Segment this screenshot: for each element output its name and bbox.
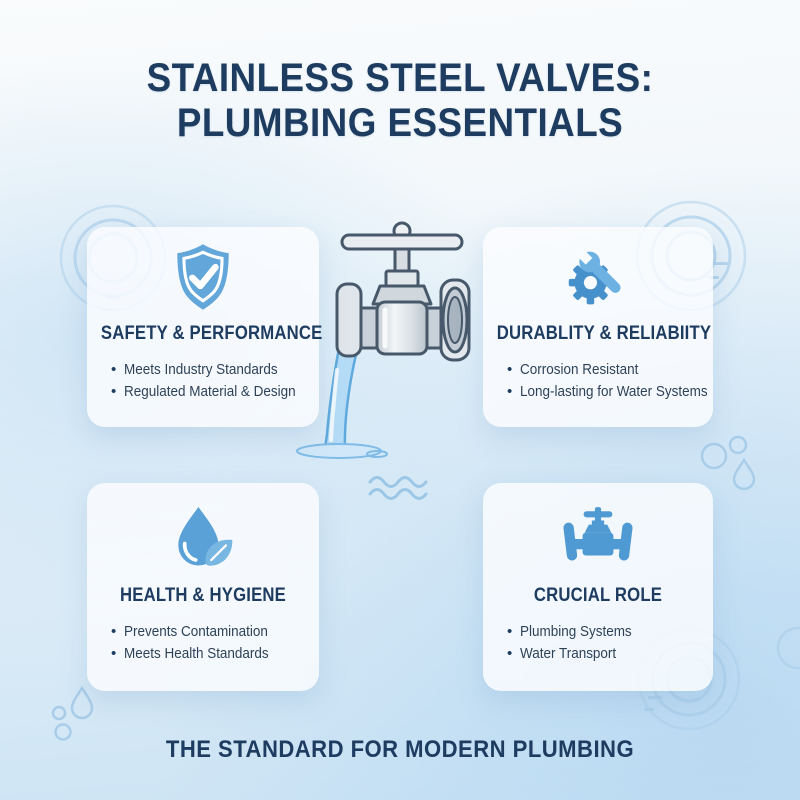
card-bullet: • Corrosion Resistant bbox=[507, 359, 713, 381]
droplet-leaf-icon bbox=[87, 503, 319, 575]
card-safety-performance bbox=[87, 227, 323, 427]
water-drops-decoration bbox=[48, 686, 100, 742]
water-drops-decoration bbox=[696, 432, 760, 492]
card-bullet-list bbox=[87, 621, 319, 665]
card-bullet: • Regulated Material & Design bbox=[111, 381, 319, 403]
card-bullet-list bbox=[87, 359, 319, 403]
card-crucial-role bbox=[483, 483, 713, 691]
card-heading: HEALTH & HYGIENE bbox=[119, 585, 286, 606]
title-line-1: STAINLESS STEEL VALVES: bbox=[146, 56, 654, 100]
card-bullet: • Plumbing Systems bbox=[507, 621, 713, 643]
footer-text: THE STANDARD FOR MODERN PLUMBING bbox=[165, 736, 635, 763]
shield-check-icon bbox=[87, 241, 319, 313]
page-title bbox=[0, 56, 800, 146]
card-heading: SAFETY & PERFORMANCE bbox=[100, 323, 323, 344]
footer-tagline bbox=[0, 736, 800, 764]
dash-decoration bbox=[648, 696, 662, 699]
card-heading: CRUCIAL ROLE bbox=[533, 585, 663, 606]
card-bullet: • Water Transport bbox=[507, 643, 713, 665]
water-stream bbox=[323, 348, 357, 451]
circle-decoration bbox=[768, 618, 800, 678]
title-line-2: PLUMBING ESSENTIALS bbox=[176, 101, 624, 145]
card-bullet: • Prevents Contamination bbox=[111, 621, 319, 643]
card-bullet-list bbox=[483, 359, 713, 403]
card-heading: DURABLITY & RELIABIITY bbox=[496, 323, 712, 344]
card-bullet-list bbox=[483, 621, 713, 665]
card-bullet: • Meets Health Standards bbox=[111, 643, 319, 665]
dash-decoration bbox=[644, 708, 654, 711]
gear-wrench-icon bbox=[483, 241, 713, 313]
card-health-hygiene bbox=[87, 483, 319, 691]
card-durability-reliability bbox=[483, 227, 713, 427]
card-bullet: • Meets Industry Standards bbox=[111, 359, 319, 381]
valve-icon bbox=[483, 503, 713, 575]
dash-decoration bbox=[712, 262, 728, 265]
card-bullet: • Long-lasting for Water Systems bbox=[507, 381, 713, 403]
wavy-lines-decoration bbox=[368, 474, 432, 504]
